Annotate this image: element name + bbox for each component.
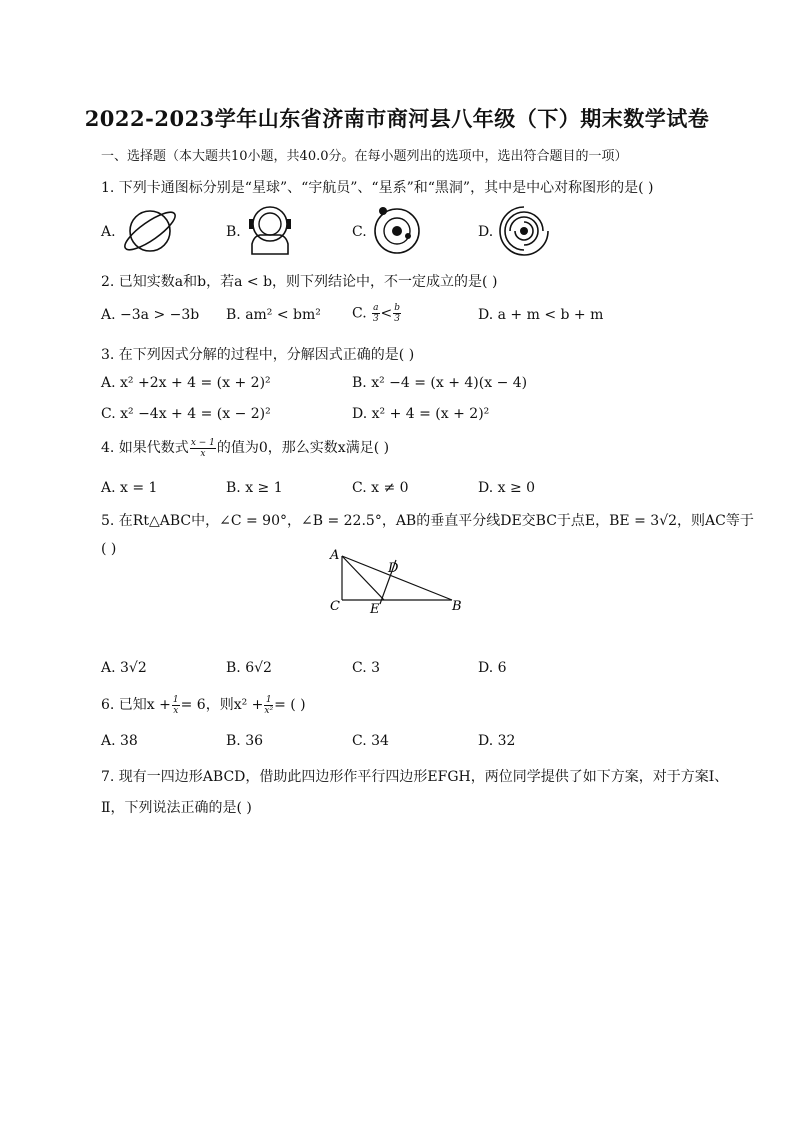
vertex-label-c: C: [330, 599, 340, 614]
q3-option-c: C. x² −4x + 4 = (x − 2)²: [101, 406, 271, 422]
q4-option-a: A. x = 1: [101, 480, 158, 496]
question-3-stem: 3. 在下列因式分解的过程中，分解因式正确的是( ): [101, 347, 415, 363]
question-2-stem: 2. 已知实数a和b，若a < b，则下列结论中，不一定成立的是( ): [101, 274, 498, 290]
q6-option-b: B. 36: [226, 733, 264, 749]
point-label-d: D: [388, 561, 399, 576]
q1-option-b-label: B.: [226, 224, 241, 240]
vertex-label-a: A: [330, 548, 340, 563]
fraction: $\frac{a}{3}$: [372, 303, 379, 324]
q4-option-d: D. x ≥ 0: [478, 480, 536, 496]
question-5-stem: 5. 在Rt△ABC中，∠C = 90°，∠B = 22.5°，AB的垂直平分线DE交BC于点E，BE = 3√2，则AC等于: [101, 513, 754, 529]
triangle-figure: [324, 544, 474, 618]
page-title: 2022-2023学年山东省济南市商河县八年级（下）期末数学试卷: [84, 106, 710, 131]
question-6-stem: 6. 已知x + $\frac{1}{x}$ = 6，则x² + $\frac{1}{\text{x²}}$ = ( ): [101, 694, 306, 716]
q4-option-c: C. x ≠ 0: [352, 480, 409, 496]
astronaut-icon: [244, 204, 298, 256]
q1-option-d-label: D.: [478, 224, 494, 240]
galaxy-icon: [370, 203, 424, 257]
question-7-stem-continued: Ⅱ，下列说法正确的是( ): [101, 800, 252, 816]
q5-option-c: C. 3: [352, 660, 381, 676]
question-5-stem-continued: ( ): [101, 541, 117, 557]
q3-option-d: D. x² + 4 = (x + 2)²: [352, 406, 490, 422]
q2-option-c: [352, 303, 402, 324]
q6-option-d: D. 32: [478, 733, 516, 749]
vertex-label-b: B: [452, 599, 462, 614]
planet-icon: [116, 204, 184, 258]
q4-option-b: B. x ≥ 1: [226, 480, 283, 496]
less-than-sign: <: [380, 305, 393, 322]
fraction: $\frac{1}{x}$: [172, 694, 179, 716]
section-heading: 一、选择题（本大题共10小题，共40.0分。在每小题列出的选项中，选出符合题目的一项）: [101, 149, 628, 164]
q2-option-c-label: C.: [352, 305, 367, 322]
fraction: $\frac{b}{3}$: [394, 303, 400, 324]
q6-option-a: A. 38: [101, 733, 138, 749]
question-7-stem: 7. 现有一四边形ABCD，借助此四边形作平行四边形EFGH，两位同学提供了如下方案，对于方案Ⅰ、: [101, 769, 729, 785]
q5-option-a: A. 3√2: [101, 660, 147, 676]
q1-option-c-label: C.: [352, 224, 367, 240]
q5-option-b: B. 6√2: [226, 660, 272, 676]
question-1-stem: 1. 下列卡通图标分别是“星球”、“宇航员”、“星系”和“黑洞”，其中是中心对称图形的是( ): [101, 180, 654, 196]
point-label-e: E: [370, 602, 380, 617]
question-4-stem: 4. 如果代数式 $\frac{x - 1}{x}$ 的值为0，那么实数x满足( ): [101, 437, 390, 459]
q1-option-a-label: A.: [101, 224, 116, 240]
fraction: $\frac{1}{\text{x²}}$: [264, 694, 274, 716]
q3-option-b: B. x² −4 = (x + 4)(x − 4): [352, 375, 528, 391]
q6-option-c: C. 34: [352, 733, 389, 749]
q3-option-a: A. x² +2x + 4 = (x + 2)²: [101, 375, 271, 391]
q2-option-a: A. −3a > −3b: [101, 307, 200, 323]
q5-option-d: D. 6: [478, 660, 507, 676]
q2-option-b: B. am² < bm²: [226, 307, 321, 323]
black-hole-icon: [496, 204, 552, 258]
fraction: $\frac{x - 1}{x}$: [190, 437, 215, 459]
q2-option-d: D. a + m < b + m: [478, 307, 604, 323]
